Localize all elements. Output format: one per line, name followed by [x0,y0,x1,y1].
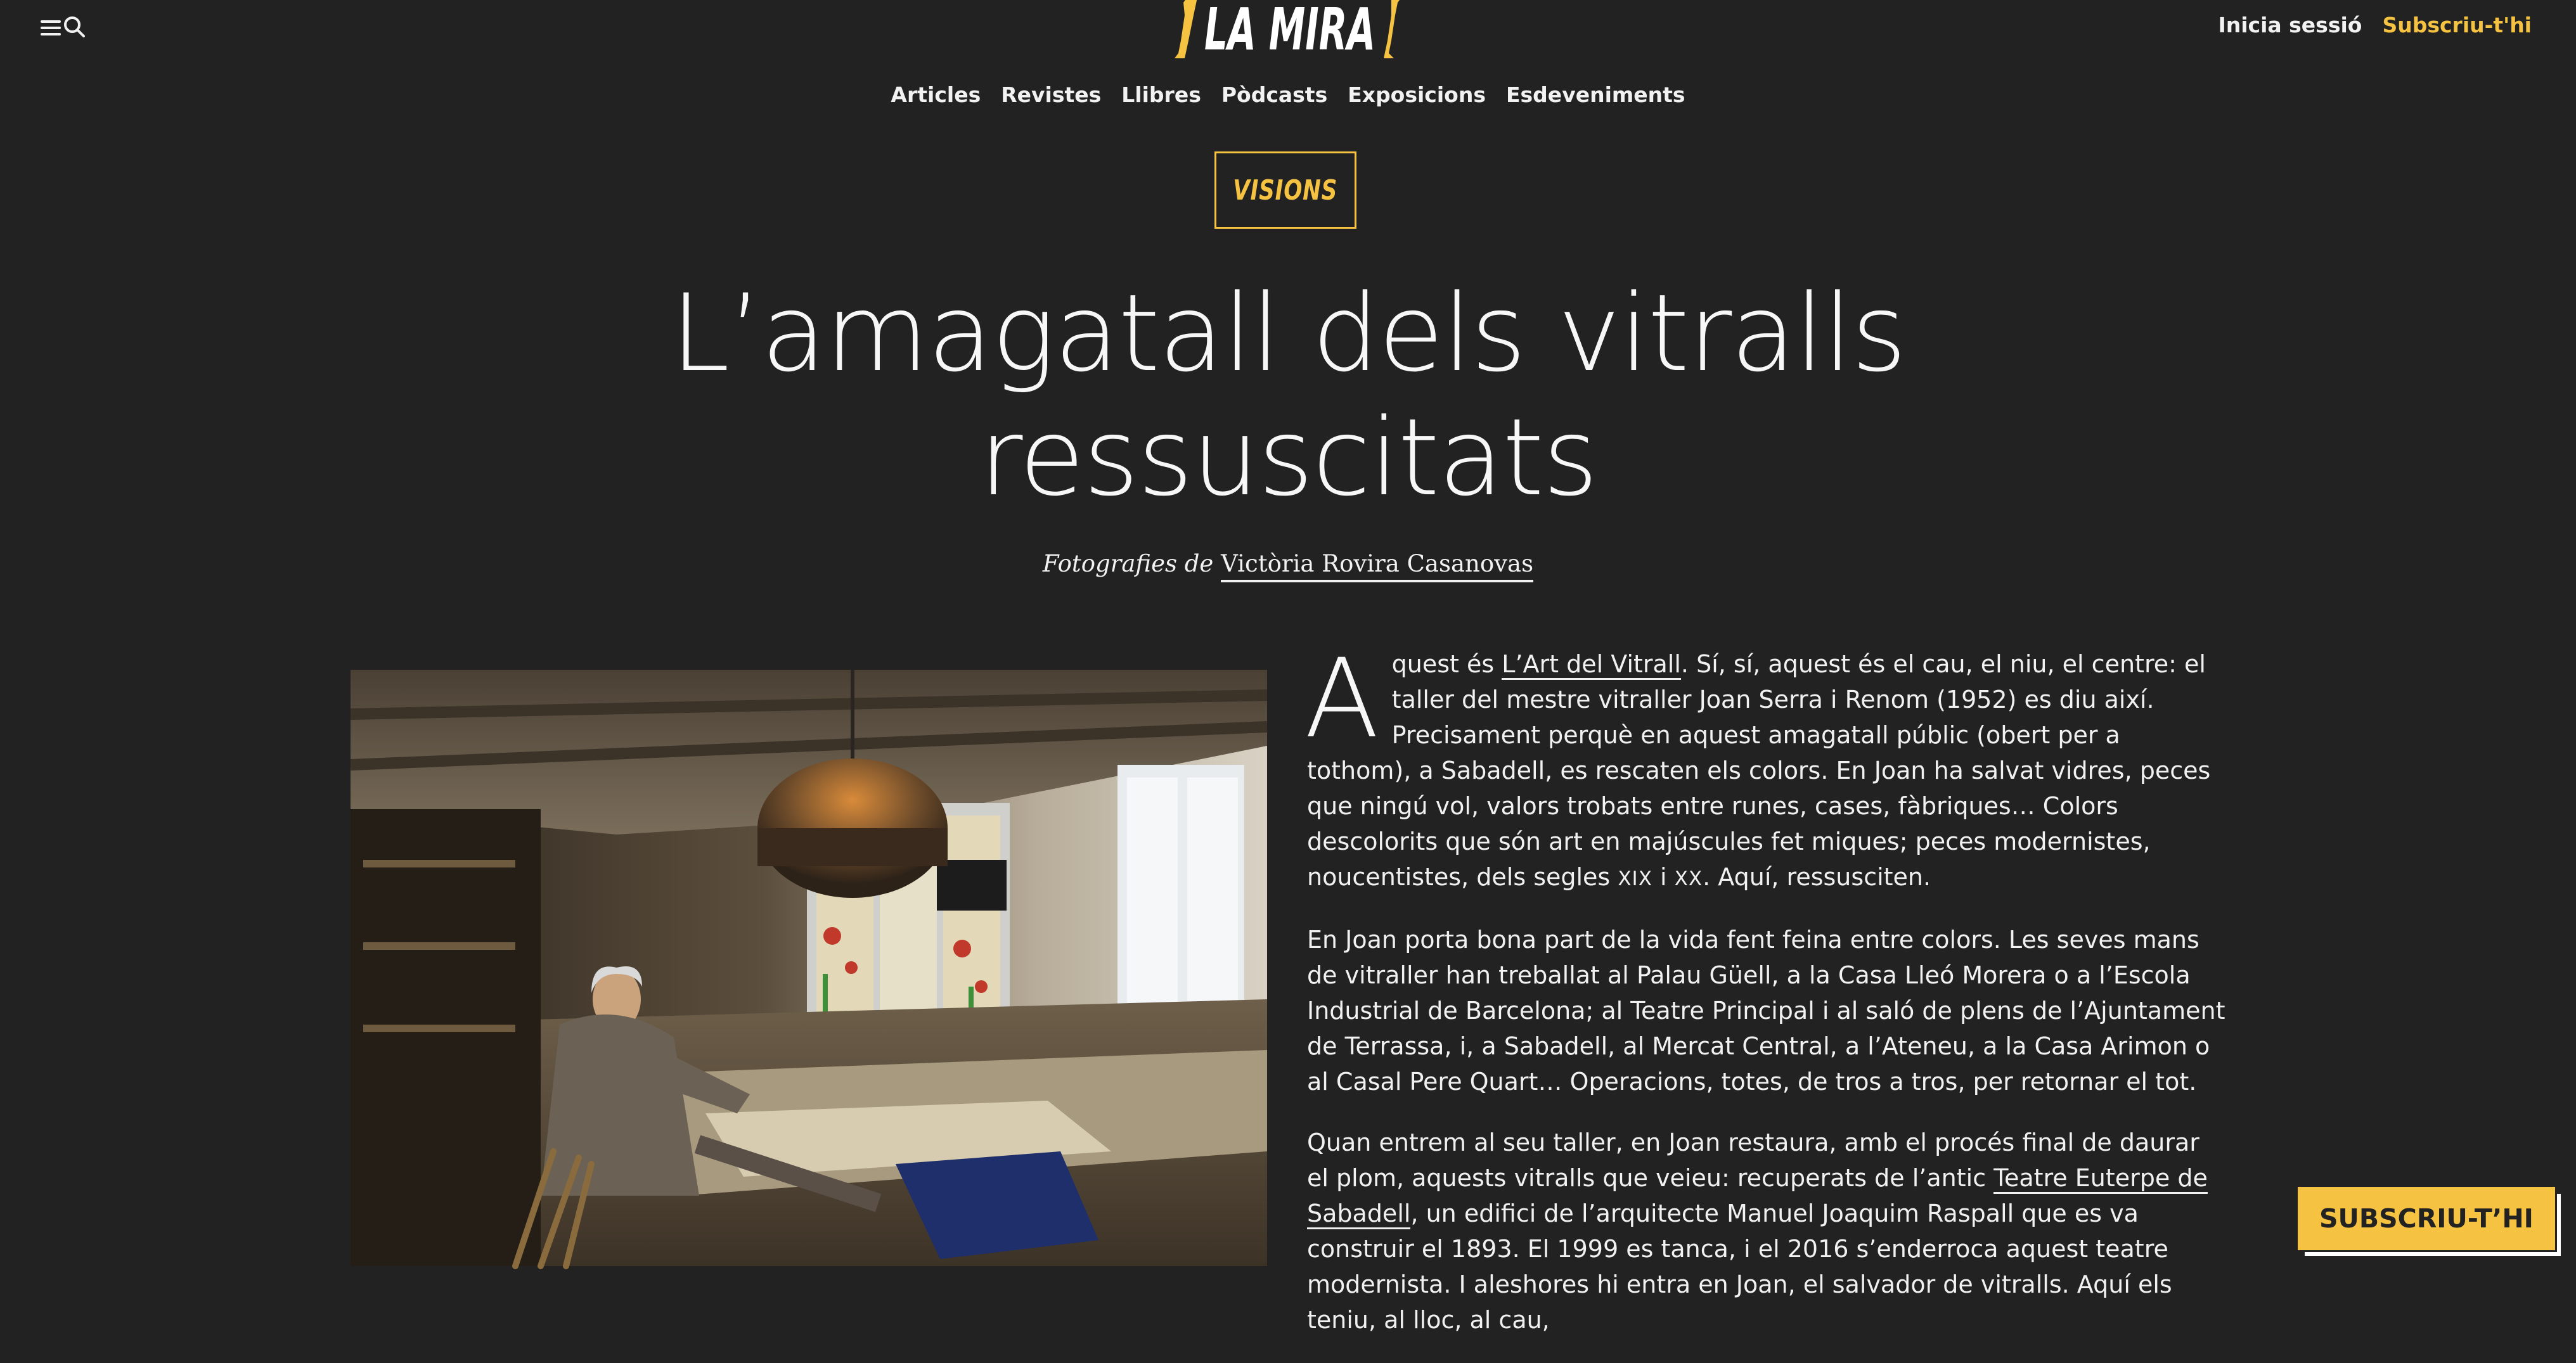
nav-item-articles[interactable]: Articles [891,82,981,107]
p3-text-a: Quan entrem al seu taller, en Joan restaura, amb el procés final de daurar el plom, aquests vitralls que veieu: recuperats de l’antic [1307,1129,2199,1192]
floating-subscribe-button[interactable]: SUBSCRIU-T’HI [2296,1185,2557,1252]
link-art-del-vitrall[interactable]: L’Art del Vitrall [1502,650,1681,680]
article-body [1304,635,2226,1363]
century-xix: XIX [1618,867,1652,890]
category-badge[interactable] [1214,151,1356,229]
svg-text:LA MIRA: LA MIRA [1204,0,1375,63]
subscribe-link[interactable]: Subscriu-t'hi [2382,13,2532,37]
login-link[interactable]: Inicia sessió [2218,13,2362,37]
la-mira-logo [1169,0,1410,63]
p1-text-d: . Aquí, ressusciten. [1703,863,1931,891]
workshop-photo-image [351,670,1267,1266]
p1-text-b: . Sí, sí, aquest és el cau, el niu, el centre: el taller del mestre vitraller Joan Serra i Renom (1952) es diu així. Precisament perquè en aquest amagatall públic (obert per a tothom), a Sabadell, es rescaten els colors. En Joan ha salvat vidres, peces que ningú vol, valors trobats entre runes, cases, fàbriques… Colors descolorits que són art en majúscules fet miques; peces modernistes, noucentistes, dels segles [1307,650,2211,891]
byline-author-link[interactable]: Victòria Rovira Casanovas [1221,550,1533,582]
paragraph-1 [1304,635,2226,897]
main-nav [0,82,2576,107]
link-teatre-euterpe[interactable]: Teatre Euterpe de Sabadell [1307,1164,2208,1229]
category-label: VISIONS [1233,174,1338,207]
nav-item-revistes[interactable]: Revistes [1001,82,1102,107]
paragraph-2: En Joan porta bona part de la vida fent feina entre colors. Les seves mans de vitraller han treballat al Palau Güell, a la Casa Lleó Morera o a l’Escola Industrial de Barcelona; al Teatre Principal i al saló de plens de l’Ajuntament de Terrassa, i, a Sabadell, al Mercat Central, a l’Ateneu, a la Casa Arimon o al Casal Pere Quart… Operacions, totes, de tros a tros, per retornar el tot. [1307,926,2225,1096]
nav-item-exposicions[interactable]: Exposicions [1348,82,1486,107]
nav-item-esdeveniments[interactable]: Esdeveniments [1506,82,1685,107]
p3-text-b: , un edifici de l’arquitecte Manuel Joaquim Raspall que es va construir el 1893. El 1999 es tanca, i el 2016 s’enderroca aquest teatre modernista. I aleshores hi entra en Joan, el salvador de vitralls. Aquí els teniu, al lloc, al cau, [1307,1200,2172,1334]
p1-text-a: quest és [1391,650,1502,678]
title-line-1: L’amagatall dels vitralls [670,271,1906,395]
floating-subscribe [2296,1185,2557,1252]
article-photo [351,670,1267,1266]
title-line-2: ressuscitats [979,395,1597,520]
byline [0,550,2576,577]
header-actions [2218,13,2532,37]
nav-item-llibres[interactable]: Llibres [1121,82,1201,107]
p1-text-c: i [1652,863,1675,891]
article-title [0,271,2576,520]
drop-cap: A [1304,635,1379,762]
menu-search-button[interactable] [39,14,89,42]
site-logo[interactable] [1169,0,1410,63]
paragraph-3 [1307,1125,2226,1338]
byline-label: Fotografies de [1042,550,1214,577]
hamburger-search-icon [39,14,89,42]
nav-item-podcasts[interactable]: Pòdcasts [1221,82,1328,107]
century-xx: XX [1674,867,1703,890]
